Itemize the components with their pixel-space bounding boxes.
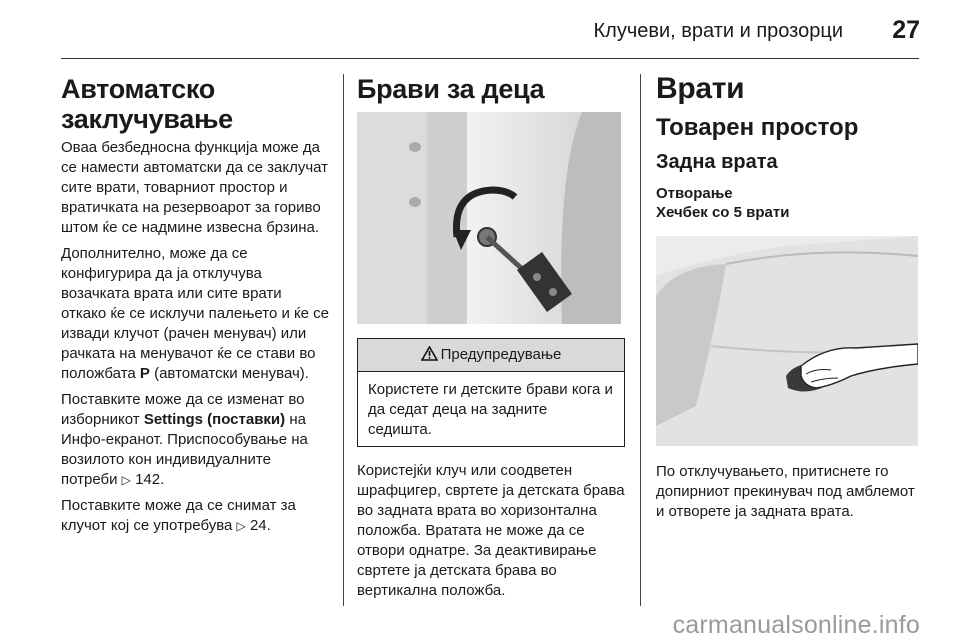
- warning-box: [357, 338, 625, 447]
- warning-triangle-icon: [421, 346, 438, 361]
- warning-header: [358, 339, 624, 372]
- child-locks-heading: Брави за деца: [357, 74, 545, 104]
- doors-heading: Врати: [656, 72, 745, 105]
- hatchback-label: Хечбек со 5 врати: [656, 204, 790, 221]
- page-number: 27: [892, 16, 920, 44]
- tailgate-heading: Задна врата: [656, 151, 778, 173]
- auto-locking-para-4: Поставките може да се снимат за клучот кој се употребува ▷ 24.: [61, 497, 296, 534]
- auto-locking-para-1: Оваа безбедносна функција може да се намести автоматски да се заклучат сите врати, товарниот простор и вратичката на резервоарот за гориво штом ќе се надмине извесна брзина.: [61, 139, 329, 236]
- child-locks-body: Користејќи клуч или соодветен шрафцигер, свртете ја детската брава во задната врата во хоризонтална положба. Вратата не може да се отвори однатре. За деактивирање свртете ја детската брава во вертикална положба.: [357, 462, 625, 599]
- auto-locking-para-2: Дополнително, може да се конфигурира да ја отклучува возачката врата или сите врати откако ќе се исклучи палењето и ќе се извади клучот (рачен менувач) или рачката на менувачот ќе се стави во положбата P (автоматски менувач).: [61, 245, 329, 382]
- header-rule: [61, 58, 919, 59]
- tailgate-body: По отклучувањето, притиснете го допирниот прекинувач под амблемот и отворете ја задната врата.: [656, 463, 915, 520]
- column-divider-1: [343, 74, 344, 606]
- warning-title: Предупредување: [440, 346, 562, 363]
- column-child-locks: [357, 74, 625, 607]
- column-auto-locking: [61, 74, 331, 542]
- header-title: Клучеви, врати и прозорци: [593, 20, 843, 42]
- child-lock-illustration: [357, 112, 621, 324]
- warning-text: Користете ги детските брави кога и да седат деца на задните седишта.: [368, 381, 613, 438]
- page-header: [0, 0, 960, 60]
- tailgate-illustration: [656, 236, 918, 446]
- watermark: carmanualsonline.info: [672, 611, 920, 639]
- arrow-ref-icon[interactable]: ▷: [236, 519, 246, 533]
- column-divider-2: [640, 74, 641, 606]
- auto-locking-para-3: Поставките може да се изменат во изборникот Settings (поставки) на Инфо-екранот. Приспособување на возилото кон индивидуалните потреби ▷ 142.: [61, 391, 308, 488]
- load-compartment-heading: Товарен простор: [656, 114, 859, 141]
- arrow-ref-icon[interactable]: ▷: [121, 473, 131, 487]
- auto-locking-heading: Автоматско заклучување: [61, 74, 233, 134]
- opening-label: Отворање: [656, 185, 733, 202]
- column-doors: [656, 74, 922, 528]
